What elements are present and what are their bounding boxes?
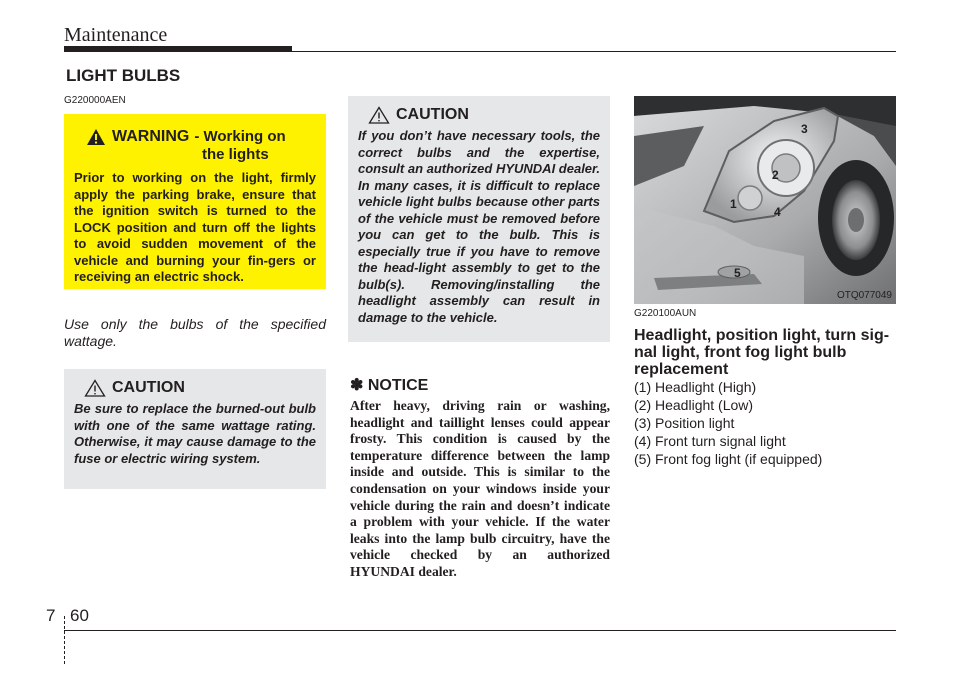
warning-subtitle-line2: the lights	[202, 146, 269, 163]
list-item: (3) Position light	[634, 415, 735, 431]
caution-title-left: CAUTION	[112, 379, 185, 396]
callout-5: 5	[734, 266, 741, 280]
warning-body: Prior to working on the light, firmly apply the parking brake, ensure that the ignition switch is turned to the LOCK position and turn off the lights to avoid sudden movement of the vehicle and burning your fin-gers or receiving an electric shock.	[74, 170, 316, 284]
section-title: LIGHT BULBS	[66, 66, 181, 85]
warning-header	[86, 128, 316, 146]
list-item: (5) Front fog light (if equipped)	[634, 451, 823, 467]
caution-triangle-icon	[368, 106, 390, 124]
caution-header-middle	[368, 106, 600, 124]
warning-word: WARNING	[112, 128, 190, 145]
notice-title: ✽ NOTICE	[350, 377, 429, 394]
warning-subtitle-line1: - Working on	[194, 128, 286, 145]
warning-triangle-icon	[86, 128, 106, 146]
callout-1: 1	[730, 197, 737, 211]
footer-page-number: 60	[70, 606, 89, 625]
callout-4: 4	[774, 205, 781, 219]
callout-2: 2	[772, 168, 779, 182]
caution-body-middle: If you don’t have necessary tools, the correct bulbs and the expertise, consult an authorized HYUNDAI dealer. In many cases, it is difficult to replace vehicle light bulbs because other parts of the vehicle must be removed before you can get to the bulb. This is especially true if you have to remove the head-light assembly to get to the bulb(s). Removing/installing the headlight assembly can result in damage to the vehicle.	[358, 128, 600, 325]
headlight-illustration	[634, 96, 896, 304]
footer-rule	[64, 630, 896, 631]
notice-body: After heavy, driving rain or washing, headlight and taillight lenses could appear frosty. This condition is caused by the temperature difference between the lamp inside and outside. This is similar to the condensation on your windows inside your vehicle during the rain and doesn’t indicate a problem with your vehicle. If the water leaks into the lamp bulb circuitry, have the vehicle checked by an authorized HYUNDAI dealer.	[350, 398, 610, 579]
caution-header-left	[84, 379, 316, 397]
section-code: G220000AEN	[64, 95, 126, 106]
figure-code: OTQ077049	[836, 290, 892, 301]
warning-box	[64, 114, 326, 289]
chapter-title: Maintenance	[64, 24, 168, 46]
list-item: (2) Headlight (Low)	[634, 397, 754, 413]
headlight-section-code: G220100AUN	[634, 308, 697, 319]
footer-chapter-number: 7	[46, 606, 56, 625]
headlight-section-title: Headlight, position light, turn sig-nal light, front fog light bulb replacement	[634, 327, 890, 378]
callout-3: 3	[801, 122, 808, 136]
header-rule-thick	[64, 46, 292, 52]
list-item: (1) Headlight (High)	[634, 379, 757, 395]
bulb-wattage-note: Use only the bulbs of the specified wattage.	[64, 316, 326, 349]
caution-box-left	[64, 369, 326, 489]
list-item: (4) Front turn signal light	[634, 433, 786, 449]
caution-body-left: Be sure to replace the burned-out bulb with one of the same wattage rating. Otherwise, it may cause damage to the fuse or electric wiring system.	[74, 401, 316, 466]
caution-title-middle: CAUTION	[396, 106, 469, 123]
footer-divider	[64, 616, 65, 664]
caution-box-middle	[348, 96, 610, 342]
bulb-list	[634, 378, 822, 468]
header-rule-thin	[292, 51, 896, 52]
headlight-photo	[634, 96, 896, 304]
caution-triangle-icon	[84, 379, 106, 397]
